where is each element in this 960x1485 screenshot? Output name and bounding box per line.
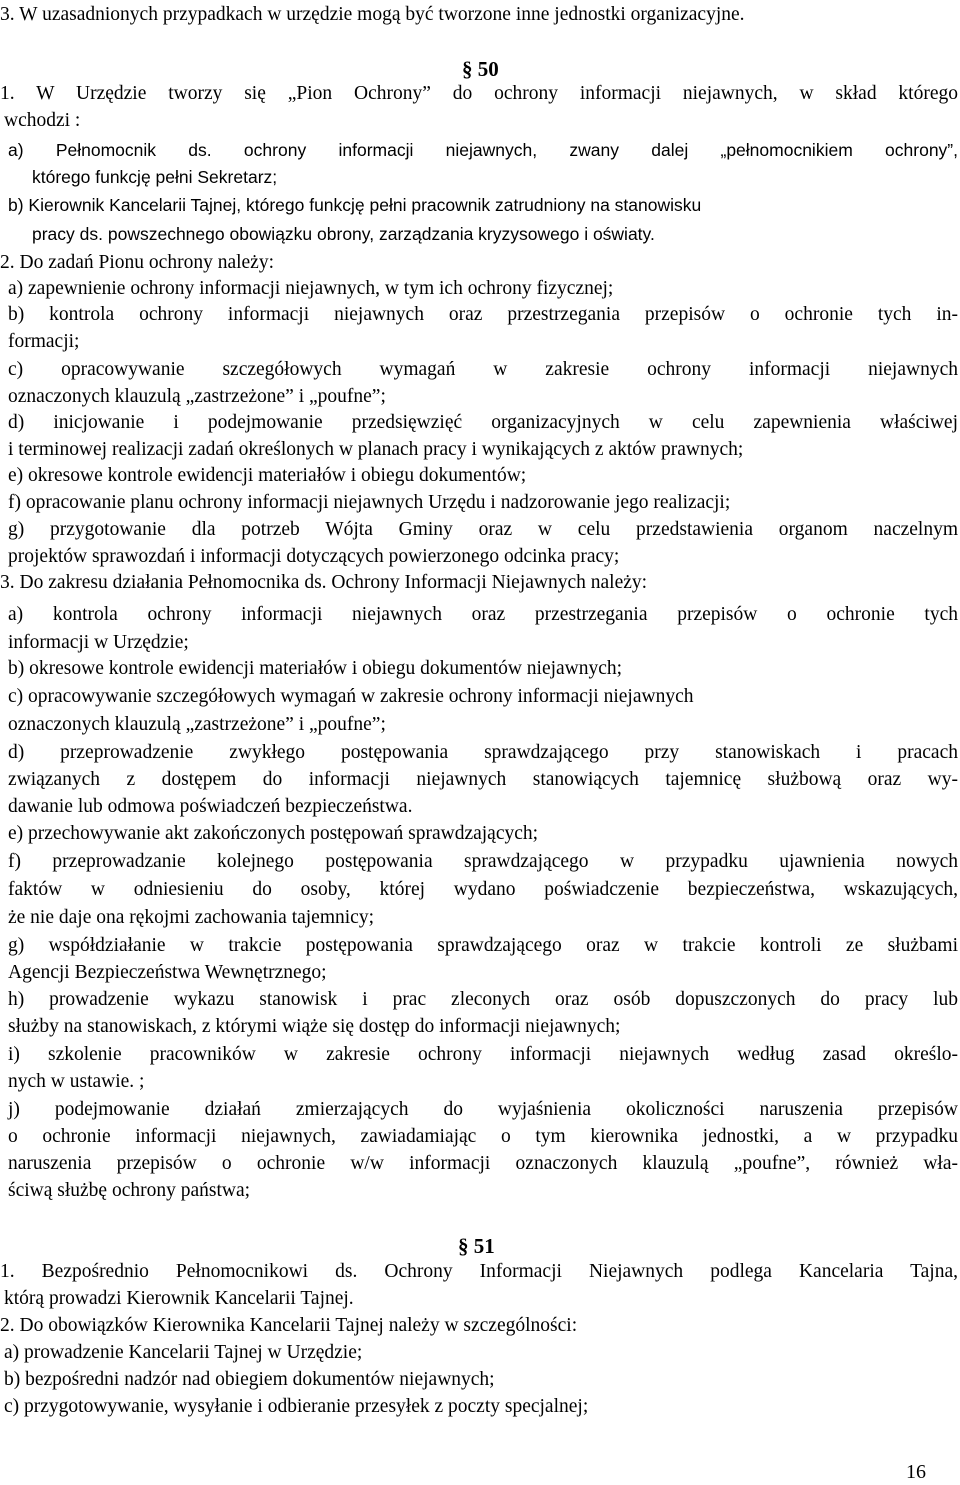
text-line: c) opracowywanie szczegółowych wymagań w zakresie ochrony informacji niejawnych xyxy=(8,686,694,707)
text-line: d) inicjowanie i podejmowanie przedsięwzięć organizacyjnych w celu zapewnienia właściwej xyxy=(8,412,958,433)
text-line: a) kontrola ochrony informacji niejawnych oraz przestrzegania przepisów o ochronie tych xyxy=(8,604,958,625)
text-line: 1. W Urzędzie tworzy się „Pion Ochrony” do ochrony informacji niejawnych, w skład którego xyxy=(0,83,958,104)
text-line: pracy ds. powszechnego obowiązku obrony, zarządzania kryzysowego i oświaty. xyxy=(32,224,655,244)
text-line: a) zapewnienie ochrony informacji niejawnych, w tym ich ochrony fizycznej; xyxy=(8,278,614,299)
text-line: nych w ustawie. ; xyxy=(8,1071,145,1092)
text-line: ściwą służbę ochrony państwa; xyxy=(8,1180,251,1201)
text-line: a) prowadzenie Kancelarii Tajnej w Urzędzie; xyxy=(4,1342,363,1363)
text-line: o ochronie informacji niejawnych, zawiadamiając o tym kierownika jednostki, a w przypadku xyxy=(8,1126,958,1147)
text-line: f) przeprowadzanie kolejnego postępowania sprawdzającego w przypadku ujawnienia nowych xyxy=(8,851,958,872)
page-number: 16 xyxy=(906,1461,926,1483)
text-line: oznaczonych klauzulą „zastrzeżone” i „poufne”; xyxy=(8,386,386,407)
text-line: którego funkcję pełni Sekretarz; xyxy=(32,167,278,187)
text-line: a) Pełnomocnik ds. ochrony informacji niejawnych, zwany dalej „pełnomocnikiem ochrony”, xyxy=(8,140,958,160)
text-line: c) opracowywanie szczegółowych wymagań w zakresie ochrony informacji niejawnych xyxy=(8,359,958,380)
text-line: 3. W uzasadnionych przypadkach w urzędzie mogą być tworzone inne jednostki organizacyjne. xyxy=(0,4,745,25)
text-line: dawanie lub odmowa poświadczeń bezpieczeństwa. xyxy=(8,796,413,817)
text-line: projektów sprawozdań i informacji dotyczących powierzonego odcinka pracy; xyxy=(8,546,620,567)
text-line: związanych z dostępem do informacji niejawnych stanowiących tajemnicę służbową oraz wy- xyxy=(8,769,958,790)
text-line: e) okresowe kontrole ewidencji materiałów i obiegu dokumentów; xyxy=(8,465,527,486)
text-line: 2. Do zadań Pionu ochrony należy: xyxy=(0,252,275,273)
text-line: g) przygotowanie dla potrzeb Wójta Gminy oraz w celu przedstawienia organom naczelnym xyxy=(8,519,958,540)
text-line: i) szkolenie pracowników w zakresie ochrony informacji niejawnych według zasad określo- xyxy=(8,1044,958,1065)
text-line: służby na stanowiskach, z którymi wiąże się dostęp do informacji niejawnych; xyxy=(8,1016,621,1037)
section-heading: § 51 xyxy=(458,1234,495,1258)
text-line: b) okresowe kontrole ewidencji materiałów i obiegu dokumentów niejawnych; xyxy=(8,658,623,679)
text-line: f) opracowanie planu ochrony informacji niejawnych Urzędu i nadzorowanie jego realizacji; xyxy=(8,492,731,513)
text-line: którą prowadzi Kierownik Kancelarii Tajnej. xyxy=(4,1288,354,1309)
text-line: wchodzi : xyxy=(4,110,81,131)
section-heading: § 50 xyxy=(462,57,499,81)
text-line: b) bezpośredni nadzór nad obiegiem dokumentów niejawnych; xyxy=(4,1369,495,1390)
text-line: b) kontrola ochrony informacji niejawnych oraz przestrzegania przepisów o ochronie tych in- xyxy=(8,304,958,325)
text-line: naruszenia przepisów o ochronie w/w informacji oznaczonych klauzulą „poufne”, również wła- xyxy=(8,1153,958,1174)
text-line: i terminowej realizacji zadań określonych w planach pracy i wynikających z aktów prawnych; xyxy=(8,439,744,460)
text-line: e) przechowywanie akt zakończonych postępowań sprawdzających; xyxy=(8,823,539,844)
text-line: że nie daje ona rękojmi zachowania tajemnicy; xyxy=(8,907,374,928)
text-line: Agencji Bezpieczeństwa Wewnętrznego; xyxy=(8,962,327,983)
text-line: 1. Bezpośrednio Pełnomocnikowi ds. Ochrony Informacji Niejawnych podlega Kancelaria Tajna, xyxy=(0,1261,958,1282)
text-line: 3. Do zakresu działania Pełnomocnika ds. Ochrony Informacji Niejawnych należy: xyxy=(0,572,648,593)
text-line: informacji w Urzędzie; xyxy=(8,632,189,653)
text-line: formacji; xyxy=(8,331,80,352)
text-line: h) prowadzenie wykazu stanowisk i prac zleconych oraz osób dopuszczonych do pracy lub xyxy=(8,989,958,1010)
text-line: faktów w odniesieniu do osoby, której wydano poświadczenie bezpieczeństwa, wskazujących, xyxy=(8,879,958,900)
text-line: g) współdziałanie w trakcie postępowania sprawdzającego oraz w trakcie kontroli ze służbami xyxy=(8,935,958,956)
text-line: c) przygotowywanie, wysyłanie i odbieranie przesyłek z poczty specjalnej; xyxy=(4,1396,589,1417)
text-line: b) Kierownik Kancelarii Tajnej, którego funkcję pełni pracownik zatrudniony na stanowisku xyxy=(8,195,702,215)
text-line: oznaczonych klauzulą „zastrzeżone” i „poufne”; xyxy=(8,714,386,735)
text-line: 2. Do obowiązków Kierownika Kancelarii Tajnej należy w szczególności: xyxy=(0,1315,578,1336)
text-line: d) przeprowadzenie zwykłego postępowania sprawdzającego przy stanowiskach i pracach xyxy=(8,742,958,763)
text-line: j) podejmowanie działań zmierzających do wyjaśnienia okoliczności naruszenia przepisów xyxy=(8,1099,958,1120)
